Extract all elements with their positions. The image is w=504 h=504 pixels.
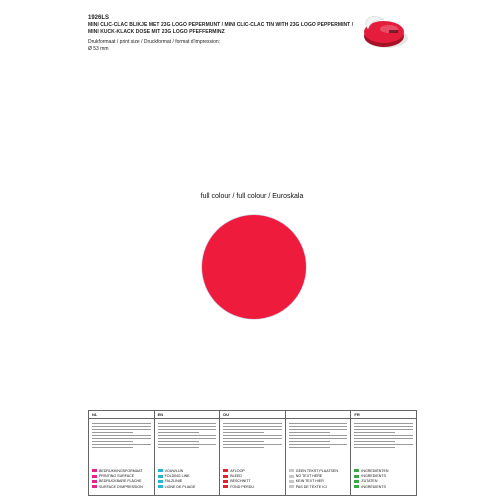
legend-swatch bbox=[354, 475, 359, 478]
legend-key-item bbox=[289, 484, 349, 489]
fine-print-line bbox=[92, 441, 133, 442]
fine-print-line bbox=[354, 429, 413, 430]
fine-print-line bbox=[92, 447, 133, 448]
legend-key-label: BESCHNITT bbox=[230, 479, 251, 484]
fine-print-line bbox=[223, 429, 282, 430]
legend-column bbox=[220, 411, 286, 495]
legend-column bbox=[286, 411, 352, 495]
legend-key-item bbox=[92, 484, 152, 489]
legend-swatch bbox=[354, 485, 359, 488]
fine-print-line bbox=[92, 435, 151, 436]
legend-key-label: INGRÉDIENTS bbox=[361, 484, 386, 489]
legend-divider bbox=[286, 418, 351, 419]
legend-table bbox=[88, 410, 417, 496]
legend-key-label: PRINTING SURFACE bbox=[99, 474, 135, 479]
legend-divider bbox=[155, 418, 220, 419]
fine-print-line bbox=[92, 438, 151, 439]
legend-column bbox=[89, 411, 155, 495]
legend-key-label: FOLDING LINE bbox=[164, 474, 190, 479]
fine-print-line bbox=[92, 429, 151, 430]
fine-print-line bbox=[289, 426, 348, 427]
fine-print-line bbox=[354, 432, 395, 433]
legend-key-label: AFLOOP bbox=[230, 468, 245, 473]
legend-divider bbox=[89, 418, 154, 419]
fine-print-line bbox=[158, 426, 217, 427]
legend-swatch bbox=[223, 475, 228, 478]
legend-key-list bbox=[223, 468, 283, 490]
fine-print-line bbox=[289, 423, 348, 424]
legend-key-item bbox=[354, 484, 414, 489]
legend-swatch bbox=[289, 480, 294, 483]
legend-key-label: INGREDIËNTEN bbox=[361, 468, 389, 473]
fine-print-line bbox=[354, 423, 413, 424]
legend-key-label: BEDRUCKBARE FLÄCHE bbox=[99, 479, 142, 484]
fine-print-line bbox=[354, 426, 413, 427]
legend-swatch bbox=[92, 475, 97, 478]
legend-language: FR bbox=[354, 412, 360, 417]
legend-column bbox=[351, 411, 416, 495]
fine-print-line bbox=[289, 444, 348, 445]
legend-key-label: BLEED bbox=[230, 474, 242, 479]
fine-print-line bbox=[92, 426, 151, 427]
fine-print-line bbox=[223, 447, 264, 448]
fine-print-line bbox=[158, 429, 217, 430]
fine-print-line bbox=[223, 423, 282, 424]
fine-print-line bbox=[158, 447, 199, 448]
legend-divider bbox=[351, 418, 416, 419]
fine-print-line bbox=[223, 432, 264, 433]
legend-swatch bbox=[223, 485, 228, 488]
legend-divider bbox=[220, 418, 285, 419]
fine-print-line bbox=[354, 441, 395, 442]
legend-key-label: ZUTATEN bbox=[361, 479, 378, 484]
legend-swatch bbox=[223, 469, 228, 472]
legend-key-list bbox=[354, 468, 414, 490]
legend-fine-print bbox=[223, 423, 282, 450]
legend-key-label: PAS DE TEXTE ICI bbox=[295, 484, 327, 489]
product-code: 1926LS bbox=[88, 15, 110, 21]
fine-print-line bbox=[289, 429, 348, 430]
legend-swatch bbox=[92, 469, 97, 472]
legend-swatch bbox=[92, 480, 97, 483]
print-area-circle bbox=[202, 215, 306, 319]
fine-print-line bbox=[158, 444, 217, 445]
legend-language: DU bbox=[223, 412, 229, 417]
fine-print-line bbox=[158, 432, 199, 433]
legend-key-label: LIGNE DE PLIAGE bbox=[164, 484, 196, 489]
fine-print-line bbox=[223, 438, 282, 439]
fine-print-line bbox=[158, 423, 217, 424]
fine-print-line bbox=[289, 441, 330, 442]
header-block bbox=[88, 14, 388, 53]
legend-swatch bbox=[354, 469, 359, 472]
fine-print-line bbox=[92, 432, 133, 433]
fine-print-line bbox=[223, 444, 282, 445]
legend-swatch bbox=[158, 475, 163, 478]
legend-fine-print bbox=[92, 423, 151, 450]
legend-key-list bbox=[289, 468, 349, 490]
fine-print-line bbox=[92, 423, 151, 424]
legend-fine-print bbox=[289, 423, 348, 450]
print-size-label: Drukformaat / print size / Druckformat / format d'impression: bbox=[88, 39, 221, 45]
legend-swatch bbox=[289, 485, 294, 488]
legend-key-label: BEDRUKKINGSFORMAAT bbox=[99, 468, 143, 473]
legend-key-label: SURFACE D'IMPRESSION bbox=[99, 484, 143, 489]
fine-print-line bbox=[289, 438, 348, 439]
legend-key-label: INGREDIENTS bbox=[361, 474, 386, 479]
legend-key-item bbox=[223, 484, 283, 489]
fine-print-line bbox=[354, 447, 395, 448]
legend-column bbox=[155, 411, 221, 495]
legend-fine-print bbox=[354, 423, 413, 450]
legend-key-list bbox=[158, 468, 218, 490]
legend-key-label: KEIN TEXT HIER bbox=[295, 479, 324, 484]
fine-print-line bbox=[92, 444, 151, 445]
legend-key-label: NO TEXT HERE bbox=[295, 474, 323, 479]
print-size-value: Ø 53 mm bbox=[88, 46, 109, 52]
fine-print-line bbox=[223, 435, 282, 436]
fine-print-line bbox=[158, 438, 217, 439]
product-tin-image bbox=[356, 13, 412, 51]
legend-swatch bbox=[289, 475, 294, 478]
legend-key-item bbox=[158, 484, 218, 489]
legend-swatch bbox=[354, 480, 359, 483]
legend-key-list bbox=[92, 468, 152, 490]
legend-swatch bbox=[223, 480, 228, 483]
legend-key-label: FOND PERDU bbox=[230, 484, 254, 489]
print-colour-caption: full colour / full colour / Euroskala bbox=[200, 193, 304, 200]
fine-print-line bbox=[289, 447, 330, 448]
legend-language: NL bbox=[92, 412, 98, 417]
fine-print-line bbox=[223, 426, 282, 427]
legend-swatch bbox=[289, 469, 294, 472]
legend-key-label: GEEN TEKST PLAATSEN bbox=[295, 468, 338, 473]
legend-key-label: FALZLINIE bbox=[164, 479, 183, 484]
legend-swatch bbox=[158, 469, 163, 472]
legend-language: EN bbox=[157, 412, 164, 417]
fine-print-line bbox=[354, 435, 413, 436]
product-title-line-1: MINI CLIC-CLAC BLIKJE MET 23G LOGO PEPERMUNT / MINI CLIC-CLAC TIN WITH 23G LOGO PEPPERMINT / bbox=[88, 22, 354, 28]
tin-logo-mark bbox=[389, 30, 398, 33]
fine-print-line bbox=[354, 444, 413, 445]
legend-key-label: VOUWLIJN bbox=[164, 468, 184, 473]
legend-swatch bbox=[158, 485, 163, 488]
fine-print-line bbox=[289, 432, 330, 433]
product-title-line-2: MINI KUCK-KLACK DOSE MIT 23G LOGO PFEFFERMINZ bbox=[88, 29, 225, 35]
fine-print-line bbox=[354, 438, 413, 439]
legend-swatch bbox=[92, 485, 97, 488]
legend-swatch bbox=[158, 480, 163, 483]
fine-print-line bbox=[223, 441, 264, 442]
legend-fine-print bbox=[158, 423, 217, 450]
fine-print-line bbox=[289, 435, 348, 436]
fine-print-line bbox=[158, 441, 199, 442]
fine-print-line bbox=[158, 435, 217, 436]
